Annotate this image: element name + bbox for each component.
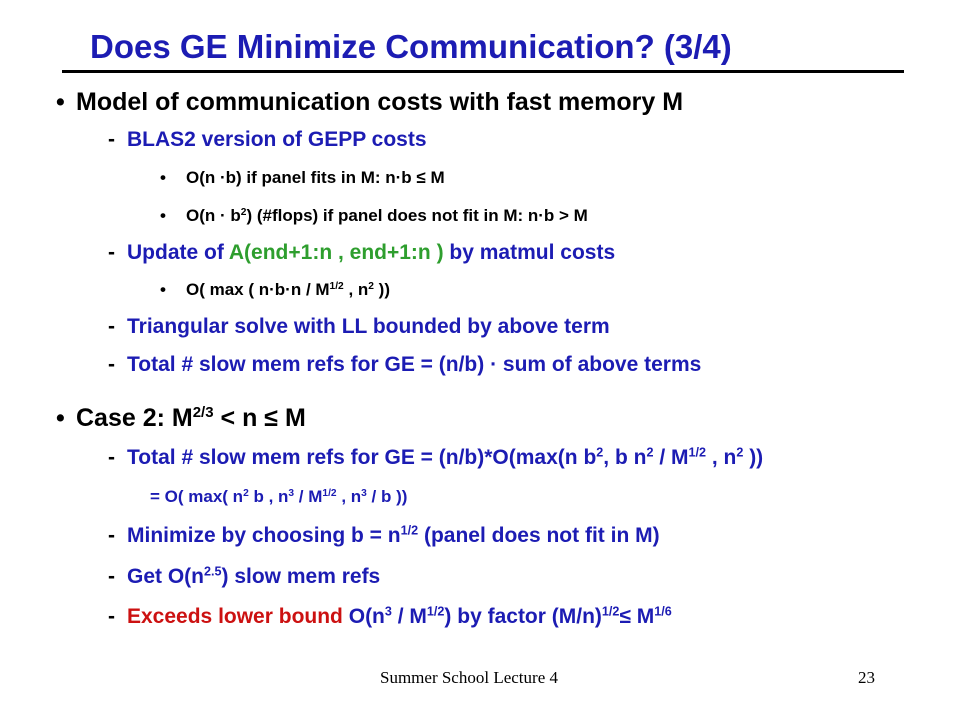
bullet-case-2: Case 2: $M^{2/3} < n \le M$ — [76, 404, 306, 432]
case2-total-refs-line: Total # slow mem refs for GE = (n/b)*O(max(n $b^2$, b $n^2 / M^{1/2}$ , $n^2$ )) — [127, 445, 764, 469]
exceeds-bound-line: Exceeds lower bound $O(n^3 / M^{1/2})$ by factor $(M/n)^{1/2}\le M^{1/6}$ — [127, 604, 672, 628]
update-matmul-line: Update of A(end+1:n , end+1:n ) by matmul costs — [127, 241, 616, 264]
bullet-glyph: • — [56, 404, 65, 432]
minimize-b-line: Minimize by choosing $b = n^{1/2}$ (panel does not fit in M) — [127, 523, 660, 547]
dash-glyph: - — [108, 128, 115, 151]
footer-page-number: 23 — [858, 668, 875, 687]
panel-fits-item: O(n ·b) if panel fits in M: n·b ≤ M — [186, 168, 445, 187]
dash-glyph: - — [108, 565, 115, 588]
total-refs-line: Total # slow mem refs for GE = (n/b) · sum of above terms — [127, 353, 702, 376]
sub-bullet-glyph: • — [160, 280, 166, 299]
case2-total-refs-continuation: = O( max( $n^2$ b , $n^3 / M^{1/2}$ , $n^3$ / b )) — [150, 487, 408, 506]
dash-glyph: - — [108, 353, 115, 376]
dash-glyph: - — [108, 524, 115, 547]
title-underline — [62, 70, 904, 73]
triangular-solve-line: Triangular solve with LL bounded by above term — [127, 315, 610, 338]
panel-not-fits-item: $O(n \cdot b^2)$ (#flops) if panel does not fit in M: n·b > M — [186, 206, 588, 225]
sub-bullet-glyph: • — [160, 206, 166, 225]
sub-bullet-glyph: • — [160, 168, 166, 187]
bullet-model-costs: Model of communication costs with fast memory M — [76, 88, 684, 116]
footer-lecture-name: Summer School Lecture 4 — [380, 668, 558, 687]
bullet-glyph: • — [56, 88, 65, 116]
dash-glyph: - — [108, 605, 115, 628]
get-refs-line: Get $O(n^{2.5})$ slow mem refs — [127, 564, 381, 588]
blas2-costs-line: BLAS2 version of GEPP costs — [127, 128, 427, 151]
dash-glyph: - — [108, 446, 115, 469]
dash-glyph: - — [108, 315, 115, 338]
matmul-cost-item: O( max ( $n\cdot b\cdot n / M^{1/2}$ , $n^2$ )) — [186, 280, 390, 299]
dash-glyph: - — [108, 241, 115, 264]
slide-title: Does GE Minimize Communication? (3/4) — [90, 28, 732, 65]
